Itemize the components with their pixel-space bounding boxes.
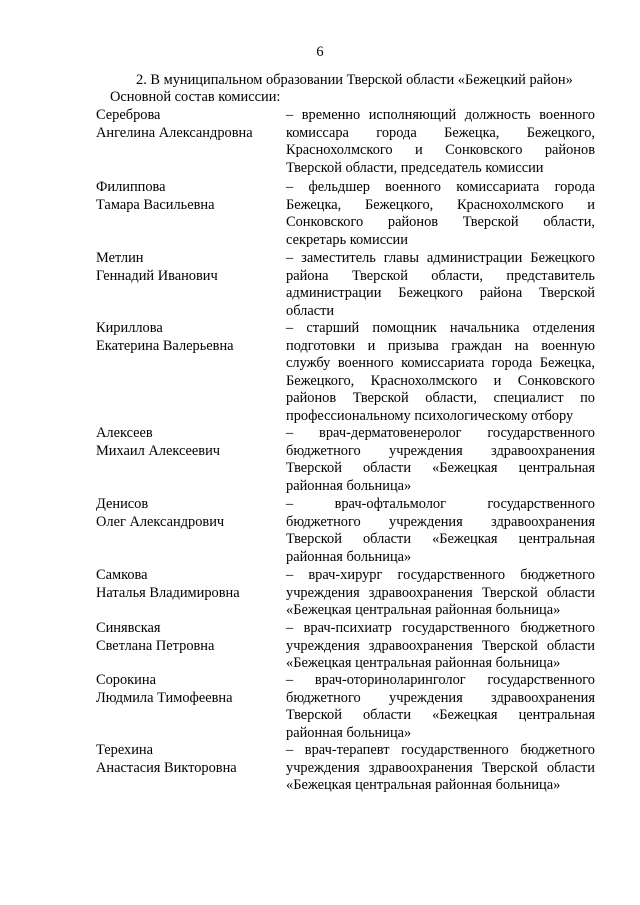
- member-surname: Филиппова: [96, 179, 166, 195]
- member-role: – врач-психиатр государственного бюджетного учреждения здравоохранения Тверской области «Бежецкая центральная районная больница»: [286, 620, 595, 672]
- member-surname: Терехина: [96, 742, 154, 758]
- member-given-names: Тамара Васильевна: [96, 196, 215, 213]
- member-surname: Самкова: [96, 567, 148, 583]
- member-given-names: Светлана Петровна: [96, 637, 215, 654]
- member-name: [96, 250, 276, 285]
- member-given-names: Людмила Тимофеевна: [96, 689, 233, 706]
- member-surname: Сереброва: [96, 107, 161, 123]
- member-name: [96, 742, 276, 777]
- member-name: [96, 567, 276, 602]
- member-surname: Кириллова: [96, 320, 163, 336]
- member-name: [96, 107, 276, 142]
- member-name: [96, 620, 276, 655]
- section-subheading: Основной состав комиссии:: [110, 89, 281, 105]
- member-surname: Алексеев: [96, 425, 153, 441]
- member-surname: Метлин: [96, 250, 144, 266]
- member-given-names: Анастасия Викторовна: [96, 759, 237, 776]
- member-role: – врач-терапевт государственного бюджетного учреждения здравоохранения Тверской области «Бежецкая центральная районная больница»: [286, 742, 595, 794]
- member-surname: Денисов: [96, 496, 149, 512]
- member-role: – временно исполняющий должность военного комиссара города Бежецка, Бежецкого, Краснохолмского и Сонковского районов Тверской области, председатель комиссии: [286, 107, 595, 176]
- member-name: [96, 496, 276, 531]
- member-given-names: Ангелина Александровна: [96, 124, 253, 141]
- member-given-names: Геннадий Иванович: [96, 267, 218, 284]
- member-surname: Сорокина: [96, 672, 156, 688]
- member-role: – врач-оториноларинголог государственного бюджетного учреждения здравоохранения Тверской области «Бежецкая центральная районная больница»: [286, 672, 595, 741]
- member-role: – врач-дерматовенеролог государственного бюджетного учреждения здравоохранения Тверской области «Бежецкая центральная районная больница»: [286, 425, 595, 494]
- member-role: – старший помощник начальника отделения подготовки и призыва граждан на военную службу военного комиссариата города Бежецка, Бежецкого, Краснохолмского и Сонковского районов Тверской области, специалист по профессиональному психологическому отбору: [286, 320, 595, 424]
- member-name: [96, 320, 276, 355]
- member-name: [96, 179, 276, 214]
- member-role: – фельдшер военного комиссариата города Бежецка, Бежецкого, Краснохолмского и Сонковского районов Тверской области, секретарь комиссии: [286, 179, 595, 248]
- member-given-names: Екатерина Валерьевна: [96, 337, 234, 354]
- member-given-names: Наталья Владимировна: [96, 584, 240, 601]
- member-given-names: Олег Александрович: [96, 513, 225, 530]
- member-surname: Синявская: [96, 620, 161, 636]
- member-role: – врач-офтальмолог государственного бюджетного учреждения здравоохранения Тверской области «Бежецкая центральная районная больница»: [286, 496, 595, 565]
- page-number: 6: [316, 44, 324, 60]
- member-role: – врач-хирург государственного бюджетного учреждения здравоохранения Тверской области «Бежецкая центральная районная больница»: [286, 567, 595, 619]
- member-given-names: Михаил Алексеевич: [96, 442, 221, 459]
- member-name: [96, 425, 276, 460]
- section-heading: 2. В муниципальном образовании Тверской области «Бежецкий район»: [136, 72, 573, 88]
- member-name: [96, 672, 276, 707]
- member-role: – заместитель главы администрации Бежецкого района Тверской области, представитель администрации Бежецкого района Тверской области: [286, 250, 595, 319]
